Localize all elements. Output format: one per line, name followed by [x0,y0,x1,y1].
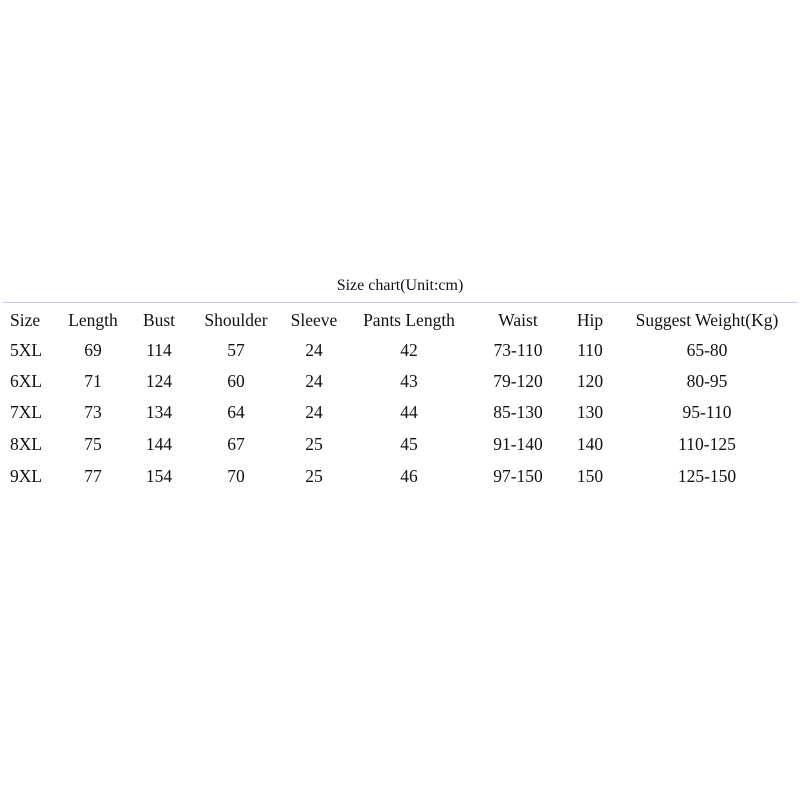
cell-pants-length: 44 [400,402,418,422]
cell-size: 6XL [10,371,43,391]
cell-bust: 134 [145,402,173,422]
cell-suggest-weight: 95-110 [682,402,732,422]
cell-shoulder: 67 [227,434,245,454]
cell-length: 77 [84,466,102,486]
cell-suggest-weight: 125-150 [677,466,737,486]
cell-length: 73 [84,402,102,422]
cell-bust: 124 [145,371,173,391]
cell-pants-length: 43 [400,371,418,391]
cell-pants-length: 46 [400,466,418,486]
cell-length: 75 [84,434,102,454]
cell-size: 5XL [10,340,43,360]
cell-sleeve: 25 [305,434,323,454]
cell-waist: 97-150 [493,466,543,486]
cell-bust: 154 [145,466,173,486]
title-divider [3,302,798,303]
size-chart-title: Size chart(Unit:cm) [336,277,464,294]
cell-hip: 140 [576,434,604,454]
header-length: Length [68,310,118,330]
cell-waist: 91-140 [493,434,543,454]
cell-sleeve: 24 [305,371,323,391]
cell-bust: 144 [145,434,173,454]
cell-size: 9XL [10,466,43,486]
cell-suggest-weight: 110-125 [678,434,736,454]
cell-pants-length: 42 [400,340,418,360]
cell-pants-length: 45 [400,434,418,454]
table-row [4,428,796,461]
header-suggest-weight: Suggest Weight(Kg) [635,310,779,330]
cell-sleeve: 25 [305,466,323,486]
cell-shoulder: 64 [227,402,245,422]
cell-hip: 130 [576,402,604,422]
cell-sleeve: 24 [305,402,323,422]
cell-suggest-weight: 65-80 [686,340,728,360]
header-sleeve: Sleeve [290,310,338,330]
cell-size: 7XL [10,402,43,422]
size-chart-table [4,305,796,492]
cell-shoulder: 70 [227,466,245,486]
cell-suggest-weight: 80-95 [686,371,728,391]
header-waist: Waist [498,310,538,330]
cell-length: 71 [84,371,102,391]
cell-sleeve: 24 [305,340,323,360]
cell-hip: 150 [576,466,604,486]
table-row [4,397,796,428]
cell-bust: 114 [146,340,172,360]
table-row [4,366,796,397]
header-hip: Hip [576,310,604,330]
cell-hip: 110 [577,340,603,360]
table-row [4,461,796,492]
cell-shoulder: 57 [227,340,245,360]
cell-shoulder: 60 [227,371,245,391]
cell-waist: 79-120 [493,371,543,391]
cell-length: 69 [84,340,102,360]
header-bust: Bust [142,310,176,330]
header-size: Size [10,310,41,330]
header-shoulder: Shoulder [204,310,268,330]
header-pants-length: Pants Length [363,310,455,330]
cell-waist: 85-130 [493,402,543,422]
table-row [4,335,796,366]
cell-size: 8XL [10,434,43,454]
cell-hip: 120 [576,371,604,391]
cell-waist: 73-110 [493,340,543,360]
table-header-row [4,305,796,335]
